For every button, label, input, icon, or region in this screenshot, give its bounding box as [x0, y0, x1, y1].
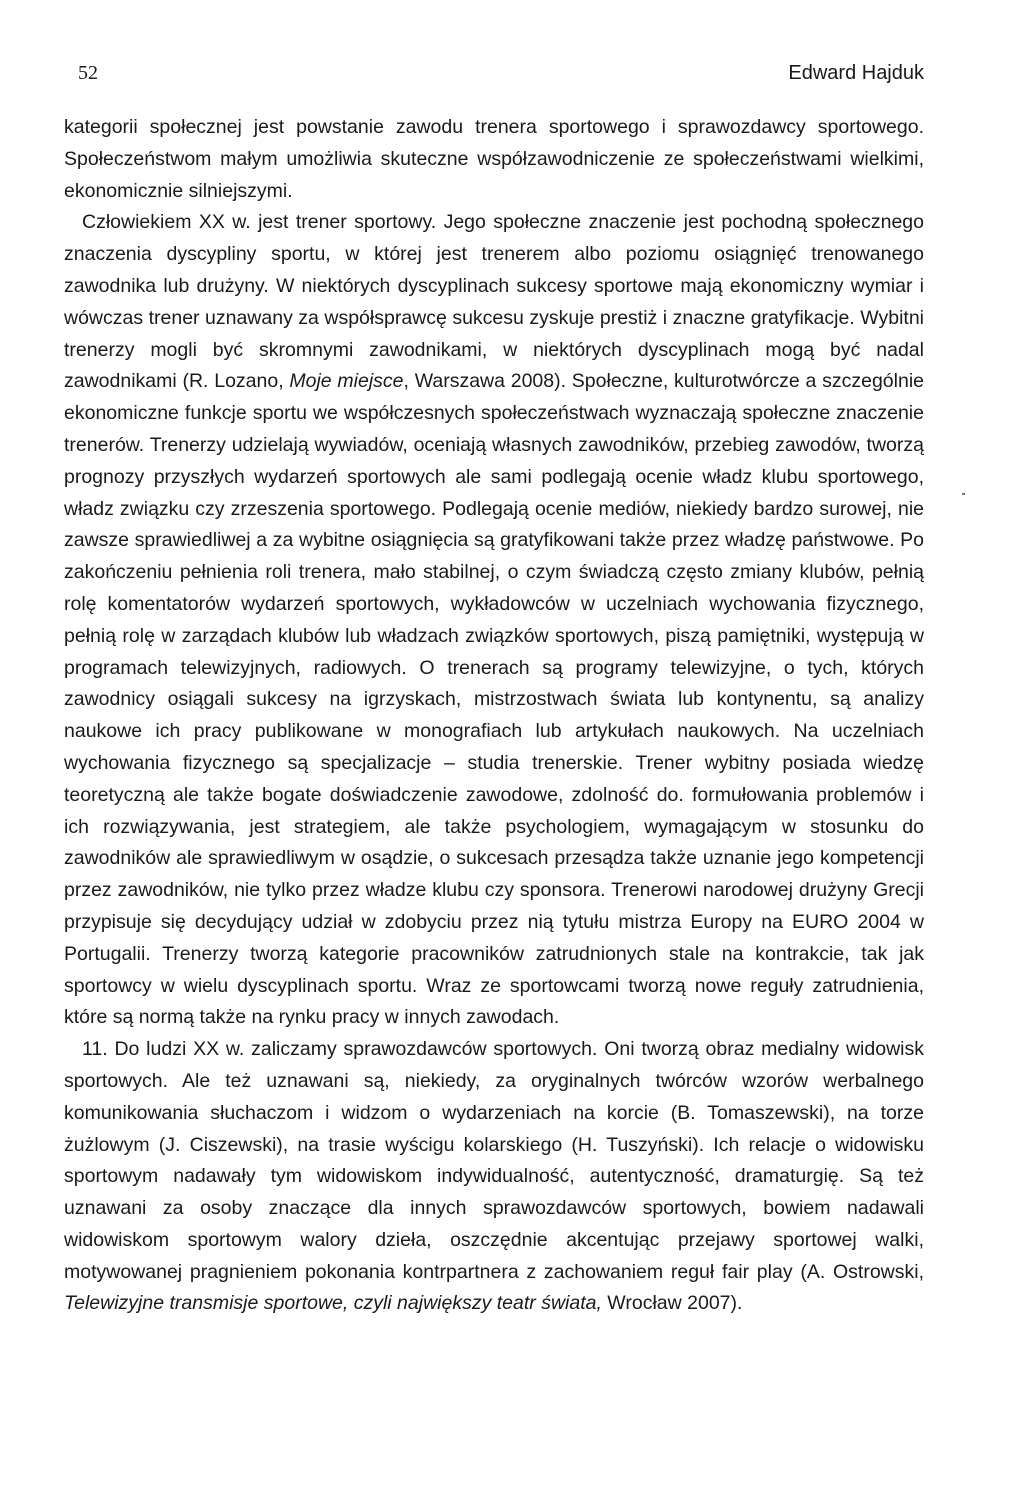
- paragraph-2-italic-title: Moje miejsce: [289, 370, 404, 393]
- paragraph-2: [64, 207, 924, 1034]
- page-number: 52: [78, 62, 98, 84]
- paragraph-3: [64, 1034, 924, 1320]
- paragraph-3-part-b: Wrocław 2007).: [601, 1292, 743, 1315]
- running-head-author: Edward Hajduk: [788, 62, 924, 84]
- body-text: [64, 112, 924, 1320]
- paragraph-3-part-a: 11. Do ludzi XX w. zaliczamy sprawozdawców sportowych. Oni tworzą obraz medialny widowisk sportowych. Ale też uznawani są, niekiedy, za oryginalnych twórców wzorów werbalnego komunikowania słuchaczom i widzom o wydarzeniach na korcie (B. Tomaszewski), na torze żużlowym (J. Ciszewski), na trasie wyścigu kolarskiego (H. Tuszyński). Ich relacje o widowisku sportowym nadawały tym widowiskom indywidualność, autentyczność, dramaturgię. Są też uznawani za osoby znaczące dla innych sprawozdawców sportowych, bowiem nadawali widowiskom sportowym walory dzieła, oszczędnie akcentując przejawy sportowej walki, motywowanej pragnieniem pokonania kontrpartnera z zachowaniem reguł fair play (A. Ostrowski,: [64, 1038, 924, 1283]
- page-header: [78, 62, 924, 86]
- paragraph-2-part-a: Człowiekiem XX w. jest trener sportowy. Jego społeczne znaczenie jest pochodną społecznego znaczenia dyscypliny sportu, w której jest trenerem albo poziomu osiągnięć trenowanego zawodnika lub drużyny. W niektórych dyscyplinach sukcesy sportowe mają ekonomiczny wymiar i wówczas trener uznawany za współsprawcę sukcesu zyskuje prestiż i znaczne gratyfikacje. Wybitni trenerzy mogli być skromnymi zawodnikami, w niektórych dyscyplinach mogą być nadal zawodnikami (R. Lozano,: [64, 211, 924, 393]
- paragraph-3-italic-title: Telewizyjne transmisje sportowe, czyli największy teatr świata,: [64, 1292, 602, 1315]
- scan-speck: [962, 493, 965, 495]
- paragraph-2-part-b: , Warszawa 2008). Społeczne, kulturotwórcze a szczególnie ekonomiczne funkcje sportu we współczesnych społeczeństwach wyznaczają społeczne znaczenie trenerów. Trenerzy udzielają wywiadów, oceniają własnych zawodników, przebieg zawodów, tworzą prognozy przyszłych wydarzeń sportowych ale sami podlegają ocenie władz klubu sportowego, władz związku czy zrzeszenia sportowego. Podlegają ocenie mediów, niekiedy bardzo surowej, nie zawsze sprawiedliwej a za wybitne osiągnięcia są gratyfikowani także przez władzę państwowe. Po zakończeniu pełnienia roli trenera, mało stabilnej, o czym świadczą często zmiany klubów, pełnią rolę komentatorów wydarzeń sportowych, wykładowców w uczelniach wychowania fizycznego, pełnią rolę w zarządach klubów lub władzach związków sportowych, piszą pamiętniki, występują w programach telewizyjnych, radiowych. O trenerach są programy telewizyjne, o tych, których zawodnicy osiągali sukcesy na igrzyskach, mistrzostwach świata lub kontynentu, są analizy naukowe ich pracy publikowane w monografiach lub artykułach naukowych. Na uczelniach wychowania fizycznego są specjalizacje – studia trenerskie. Trener wybitny posiada wiedzę teoretyczną ale także bogate doświadczenie zawodowe, zdolność do. formułowania problemów i ich rozwiązywania, jest strategiem, ale także psychologiem, wymagającym w stosunku do zawodników ale sprawiedliwym w osądzie, o sukcesach przesądza także uznanie jego kompetencji przez zawodników, nie tylko przez władze klubu czy sponsora. Trenerowi narodowej drużyny Grecji przypisuje się decydujący udział w zdobyciu przez nią tytułu mistrza Europy na EURO 2004 w Portugalii. Trenerzy tworzą kategorie pracowników zatrudnionych stale na kontrakcie, tak jak sportowcy w wielu dyscyplinach sportu. Wraz ze sportowcami tworzą nowe reguły zatrudnienia, które są normą także na rynku pracy w innych zawodach.: [64, 370, 924, 1029]
- paragraph-1: kategorii społecznej jest powstanie zawodu trenera sportowego i sprawozdawcy sportowego. Społeczeństwom małym umożliwia skuteczne współzawodniczenie ze społeczeństwami wielkimi, ekonomicznie silniejszymi.: [64, 116, 924, 202]
